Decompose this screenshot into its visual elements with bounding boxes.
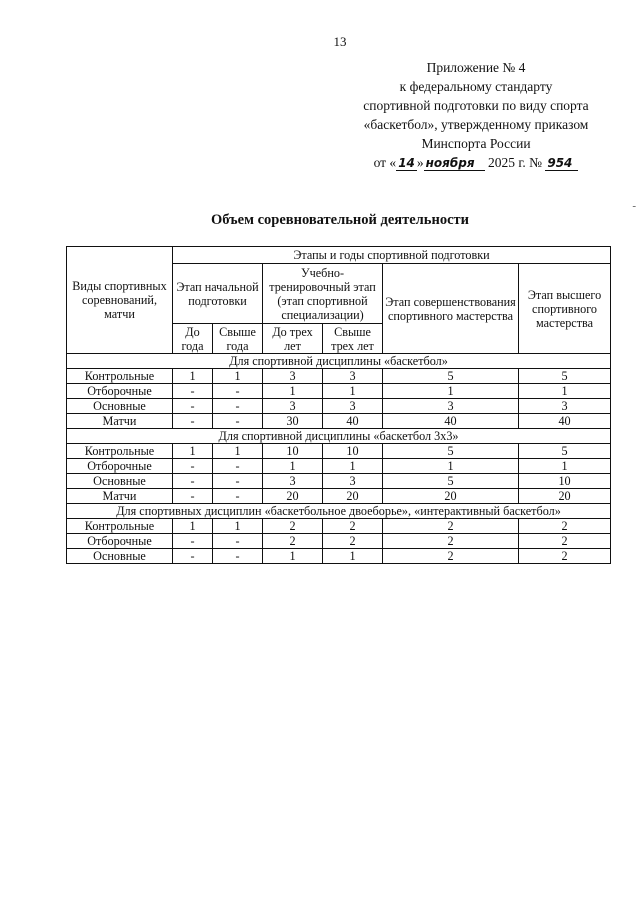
row-label: Основные (67, 549, 173, 564)
table-cell: 1 (519, 459, 611, 474)
table-cell: - (173, 489, 213, 504)
appendix-line-1: Приложение № 4 (426, 60, 526, 75)
table-cell: 20 (263, 489, 323, 504)
table-cell: 1 (263, 384, 323, 399)
appendix-line-2: к федеральному стандарту (399, 79, 553, 94)
date-mid: » (416, 155, 424, 170)
document-title: Объем соревновательной деятельности (211, 212, 469, 228)
table-cell: - (213, 549, 263, 564)
table-row (67, 534, 611, 549)
stage-improvement-header: Этап совершенствования спортивного мастерства (383, 264, 519, 354)
table-row (67, 474, 611, 489)
table-cell: 1 (213, 369, 263, 384)
table-cell: - (213, 534, 263, 549)
table-cell: 3 (323, 369, 383, 384)
table-cell: - (173, 414, 213, 429)
table-cell: 1 (173, 519, 213, 534)
table-cell: - (213, 474, 263, 489)
table-cell: 3 (263, 474, 323, 489)
date-month: ноября (424, 156, 485, 171)
table-row (67, 549, 611, 564)
col-header-type: Виды спортивных соревнований, матчи (67, 247, 173, 354)
appendix-date-line (346, 153, 606, 173)
table-cell: - (173, 534, 213, 549)
table-cell: - (173, 459, 213, 474)
table-cell: 20 (323, 489, 383, 504)
table-row (67, 369, 611, 384)
table-cell: 5 (383, 474, 519, 489)
table-cell: 1 (213, 519, 263, 534)
table-cell: 3 (263, 369, 323, 384)
date-prefix: от « (373, 155, 397, 170)
table-cell: 2 (323, 519, 383, 534)
table-cell: 5 (519, 444, 611, 459)
row-label: Основные (67, 474, 173, 489)
date-year: 2025 г. № (487, 155, 542, 170)
stage-initial-header: Этап начальной подготовки (173, 264, 263, 324)
table-cell: 40 (519, 414, 611, 429)
table-row (67, 459, 611, 474)
table-cell: 5 (383, 369, 519, 384)
table-cell: 20 (383, 489, 519, 504)
table-cell: 2 (519, 534, 611, 549)
page-number: 13 (333, 34, 347, 49)
sub-training-1: До трех лет (263, 324, 323, 354)
table-cell: 2 (383, 534, 519, 549)
table-cell: 3 (383, 399, 519, 414)
table-cell: 1 (263, 459, 323, 474)
table-row (67, 489, 611, 504)
table-cell: 30 (263, 414, 323, 429)
table-cell: 2 (263, 534, 323, 549)
table-cell: 2 (323, 534, 383, 549)
table-cell: - (213, 489, 263, 504)
table-row (67, 444, 611, 459)
table-cell: - (213, 459, 263, 474)
order-number: 954 (545, 156, 578, 171)
table-cell: - (213, 384, 263, 399)
table-cell: 2 (383, 519, 519, 534)
table-cell: - (173, 474, 213, 489)
table-row (67, 414, 611, 429)
table-cell: 10 (519, 474, 611, 489)
table-cell: 2 (383, 549, 519, 564)
appendix-header (306, 58, 606, 173)
table-cell: - (213, 414, 263, 429)
table-cell: 10 (323, 444, 383, 459)
sub-training-2: Свыше трех лет (323, 324, 383, 354)
table-cell: - (173, 549, 213, 564)
table-cell: 1 (519, 384, 611, 399)
table-cell: 1 (213, 444, 263, 459)
table-cell: 3 (263, 399, 323, 414)
table-cell: - (173, 384, 213, 399)
section-title: Для спортивных дисциплин «баскетбольное двоеборье», «интерактивный баскетбол» (67, 504, 611, 519)
table-cell: 40 (323, 414, 383, 429)
row-label: Матчи (67, 489, 173, 504)
row-label: Контрольные (67, 519, 173, 534)
stages-header: Этапы и годы спортивной подготовки (173, 247, 611, 264)
table-cell: 1 (323, 459, 383, 474)
stage-training-header: Учебно-тренировочный этап (этап спортивной специализации) (263, 264, 383, 324)
table-cell: 1 (323, 384, 383, 399)
table-row (67, 399, 611, 414)
section-title: Для спортивной дисциплины «баскетбол» (67, 354, 611, 369)
table-cell: - (173, 399, 213, 414)
table-cell: 2 (519, 549, 611, 564)
table-cell: - (213, 399, 263, 414)
table-cell: 1 (323, 549, 383, 564)
row-label: Основные (67, 399, 173, 414)
table-cell: 3 (323, 399, 383, 414)
sub-initial-2: Свыше года (213, 324, 263, 354)
competition-table (66, 246, 611, 564)
row-label: Контрольные (67, 369, 173, 384)
table-cell: 40 (383, 414, 519, 429)
row-label: Отборочные (67, 534, 173, 549)
table-cell: 5 (519, 369, 611, 384)
table-cell: 1 (383, 384, 519, 399)
appendix-line-3: спортивной подготовки по виду спорта (363, 98, 589, 113)
table-row (67, 519, 611, 534)
row-label: Отборочные (67, 459, 173, 474)
row-label: Отборочные (67, 384, 173, 399)
row-label: Контрольные (67, 444, 173, 459)
table-cell: 2 (519, 519, 611, 534)
table-cell: 10 (263, 444, 323, 459)
table-cell: 3 (519, 399, 611, 414)
table-cell: 3 (323, 474, 383, 489)
appendix-line-5: Минспорта России (421, 136, 531, 151)
table-cell: 2 (263, 519, 323, 534)
date-day: 14 (398, 156, 415, 170)
section-title: Для спортивной дисциплины «баскетбол 3х3» (67, 429, 611, 444)
table-cell: 1 (263, 549, 323, 564)
table-cell: 1 (173, 369, 213, 384)
table-cell: 5 (383, 444, 519, 459)
sub-initial-1: До года (173, 324, 213, 354)
row-label: Матчи (67, 414, 173, 429)
table-cell: 1 (173, 444, 213, 459)
table-cell: 20 (519, 489, 611, 504)
table-row (67, 384, 611, 399)
table-cell: 1 (383, 459, 519, 474)
stage-higher-header: Этап высшего спортивного мастерства (519, 264, 611, 354)
appendix-line-4: «баскетбол», утвержденному приказом (363, 117, 589, 132)
margin-mark: - (632, 200, 636, 212)
